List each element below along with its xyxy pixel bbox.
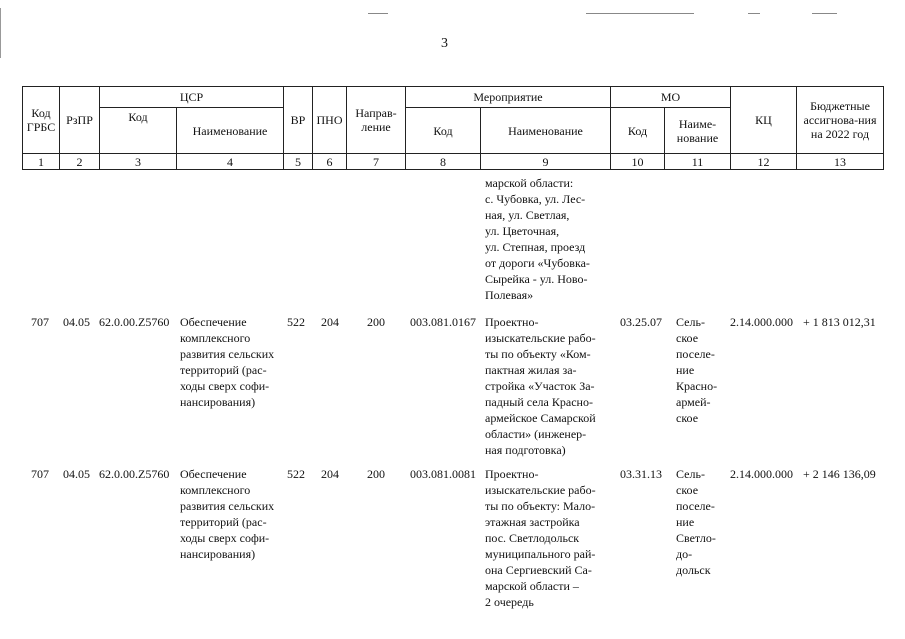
pno-code: 204	[321, 467, 339, 481]
header-csr-kod: Код	[100, 108, 177, 154]
budget-amount: + 2 146 136,09	[803, 467, 876, 481]
text-line: она Сергиевский Са-	[485, 563, 592, 577]
text-line: от дороги «Чубовка-	[485, 256, 590, 270]
event-code: 003.081.0167	[410, 315, 476, 329]
text-line: с. Чубовка, ул. Лес-	[485, 192, 586, 206]
text-line: ское	[676, 411, 699, 425]
text-line: дольск	[676, 563, 711, 577]
text-line: ходы сверх софи-	[180, 379, 270, 393]
event-name	[485, 466, 609, 610]
column-number: 7	[347, 154, 406, 170]
text-line: ское	[676, 483, 699, 497]
text-line: ул. Цветочная,	[485, 224, 560, 238]
text-line: Обеспечение	[180, 467, 247, 481]
header-mo-name: Наиме-нование	[665, 108, 731, 154]
column-number: 11	[665, 154, 731, 170]
text-line: Полевая»	[485, 288, 534, 302]
kc-code: 2.14.000.000	[730, 315, 793, 329]
scan-mark	[812, 13, 837, 14]
text-line: изыскательские рабо-	[485, 331, 596, 345]
column-number: 1	[23, 154, 60, 170]
text-line: ул. Степная, проезд	[485, 240, 586, 254]
column-number: 6	[313, 154, 347, 170]
text-line: армейское Самарской	[485, 411, 596, 425]
text-line: нансирования)	[180, 547, 256, 561]
header-napravlenie: Направ-ление	[347, 87, 406, 154]
text-line: 2 очередь	[485, 595, 534, 609]
header-mer-name: Наименование	[481, 108, 611, 154]
kc-code: 2.14.000.000	[730, 467, 793, 481]
mo-name	[676, 466, 728, 578]
text-line: поселе-	[676, 347, 715, 361]
page-edge-line	[0, 8, 1, 58]
text-line: муниципального рай-	[485, 547, 596, 561]
csr-name	[180, 314, 284, 410]
mo-code: 03.25.07	[620, 315, 662, 329]
column-number: 13	[797, 154, 884, 170]
text-line: поселе-	[676, 499, 715, 513]
text-line: ходы сверх софи-	[180, 531, 270, 545]
event-code: 003.081.0081	[410, 467, 476, 481]
vr-code: 522	[287, 467, 305, 481]
header-csr: ЦСР	[100, 87, 284, 108]
page-number: 3	[441, 36, 448, 51]
text-line: армей-	[676, 395, 711, 409]
csr-code: 62.0.00.Z5760	[99, 315, 170, 329]
text-line: развития сельских	[180, 499, 275, 513]
budget-amount: + 1 813 012,31	[803, 315, 876, 329]
scan-mark	[586, 13, 694, 14]
column-number: 10	[611, 154, 665, 170]
text-line: развития сельских	[180, 347, 275, 361]
text-line: комплексного	[180, 483, 251, 497]
rzpr-code: 04.05	[63, 315, 90, 329]
rzpr-code: 04.05	[63, 467, 90, 481]
continuation-text	[485, 175, 609, 303]
text-line: Сель-	[676, 467, 705, 481]
text-line: Проектно-	[485, 315, 539, 329]
text-line: ние	[676, 515, 695, 529]
text-line: комплексного	[180, 331, 251, 345]
text-line: Обеспечение	[180, 315, 247, 329]
text-line: ная, ул. Светлая,	[485, 208, 570, 222]
text-line: Проектно-	[485, 467, 539, 481]
header-meropriyatie: Мероприятие	[406, 87, 611, 108]
text-line: ское	[676, 331, 699, 345]
direction-code: 200	[367, 467, 385, 481]
column-number: 12	[731, 154, 797, 170]
scan-mark	[368, 13, 388, 14]
text-line: ты по объекту «Ком-	[485, 347, 591, 361]
csr-name	[180, 466, 284, 562]
text-line: ние	[676, 363, 695, 377]
header-mo-kod: Код	[611, 108, 665, 154]
grbs-code: 707	[31, 467, 49, 481]
mo-code: 03.31.13	[620, 467, 662, 481]
table-header	[22, 86, 884, 170]
text-line: пос. Светлодольск	[485, 531, 580, 545]
text-line: Сель-	[676, 315, 705, 329]
header-kc: КЦ	[731, 87, 797, 154]
vr-code: 522	[287, 315, 305, 329]
header-mer-kod: Код	[406, 108, 481, 154]
text-line: Сырейка - ул. Ново-	[485, 272, 588, 286]
text-line: территорий (рас-	[180, 363, 267, 377]
header-pno: ПНО	[313, 87, 347, 154]
text-line: до-	[676, 547, 693, 561]
text-line: марской области –	[485, 579, 579, 593]
csr-code: 62.0.00.Z5760	[99, 467, 170, 481]
text-line: нансирования)	[180, 395, 256, 409]
mo-name	[676, 314, 728, 426]
column-number: 2	[60, 154, 100, 170]
event-name	[485, 314, 609, 458]
text-line: Светло-	[676, 531, 716, 545]
text-line: области» (инженер-	[485, 427, 587, 441]
column-number: 9	[481, 154, 611, 170]
header-budget: Бюджетные ассигнова-ния на 2022 год	[797, 87, 884, 154]
text-line: ты по объекту: Мало-	[485, 499, 596, 513]
text-line: этажная застройка	[485, 515, 580, 529]
text-line: изыскательские рабо-	[485, 483, 596, 497]
header-vr: ВР	[284, 87, 313, 154]
direction-code: 200	[367, 315, 385, 329]
grbs-code: 707	[31, 315, 49, 329]
header-kod-grbs: Код ГРБС	[23, 87, 60, 154]
column-number: 5	[284, 154, 313, 170]
column-number: 4	[177, 154, 284, 170]
pno-code: 204	[321, 315, 339, 329]
column-number: 3	[100, 154, 177, 170]
column-number: 8	[406, 154, 481, 170]
text-line: Красно-	[676, 379, 718, 393]
header-mo: МО	[611, 87, 731, 108]
header-csr-name: Наименование	[177, 108, 284, 154]
text-line: падный села Красно-	[485, 395, 593, 409]
text-line: пактная жилая за-	[485, 363, 577, 377]
header-rzpr: РзПР	[60, 87, 100, 154]
text-line: марской области:	[485, 176, 574, 190]
text-line: территорий (рас-	[180, 515, 267, 529]
text-line: ная подготовка)	[485, 443, 566, 457]
scan-mark	[748, 13, 760, 14]
text-line: стройка «Участок За-	[485, 379, 595, 393]
